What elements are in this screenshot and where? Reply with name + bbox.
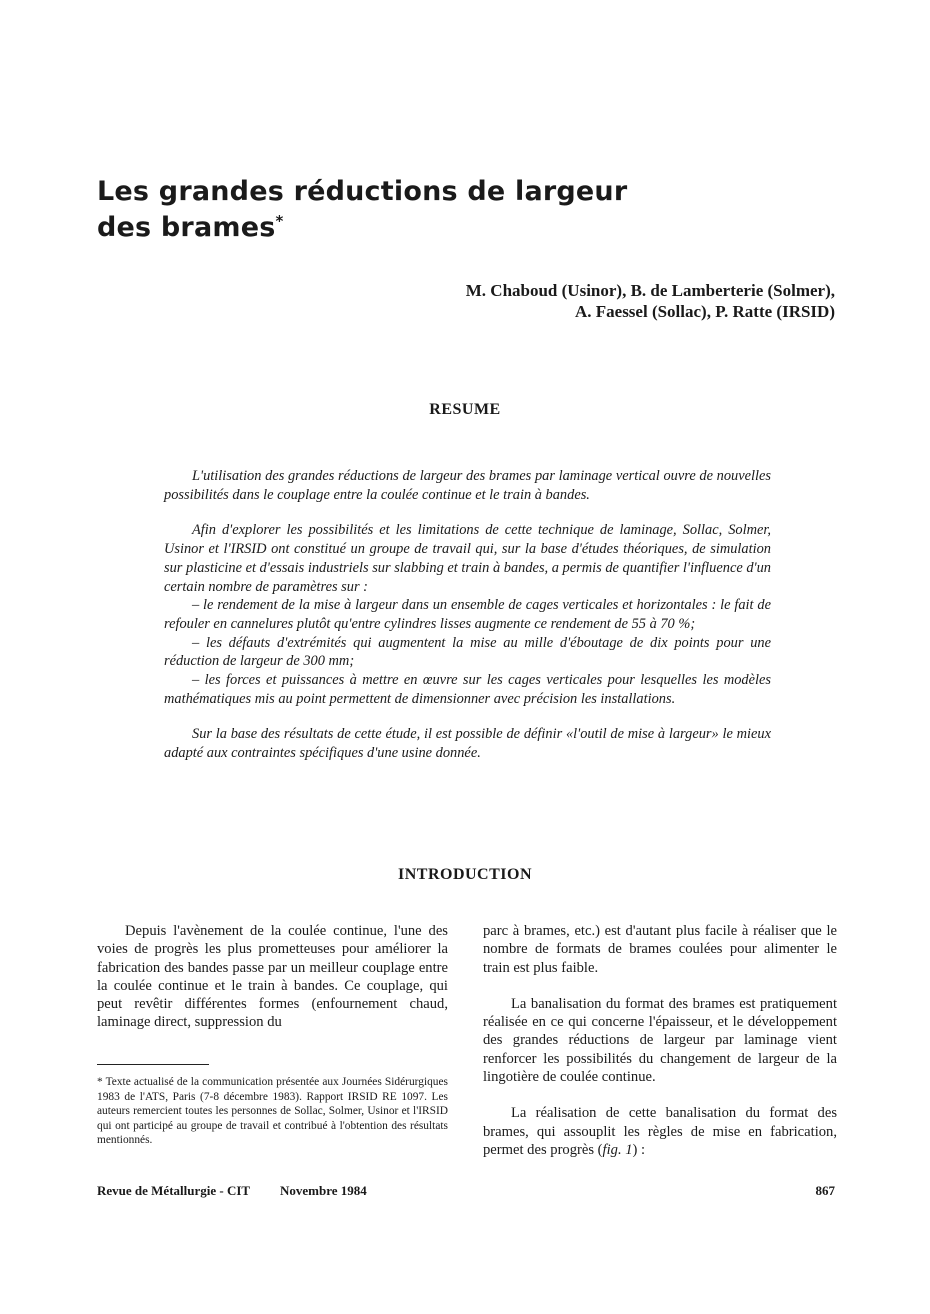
abstract: [164, 467, 771, 780]
abstract-paragraph-2-block: [164, 521, 771, 708]
abstract-paragraph-1: L'utilisation des grandes réductions de largeur des brames par laminage vertical ouvre de nouvelles possibilités dans le couplage entre la coulée continue et le train à bandes.: [164, 468, 771, 503]
footnote-divider: [97, 1064, 209, 1065]
figure-reference: fig. 1: [602, 1141, 633, 1158]
body-paragraph: [483, 1104, 837, 1159]
author-list: [466, 280, 835, 322]
title-line-1: Les grandes réductions de largeur: [97, 176, 628, 207]
resume-heading: RESUME: [429, 401, 501, 418]
body-column-right: [483, 922, 837, 1177]
body-text: La réalisation de cette banalisation du format des brames, qui assouplit les règles de mise en fabrication, permet des progrès (: [483, 1105, 837, 1158]
title-footnote-marker: *: [275, 212, 284, 230]
abstract-paragraph-2: Afin d'explorer les possibilités et les limitations de cette technique de laminage, Sollac, Solmer, Usinor et l'IRSID ont constitué un groupe de travail qui, sur la base d'études théoriques, de simulation sur plasticine et d'essais industriels sur slabbing et train à bandes, a permis de quantifier l'influence d'un certain nombre de paramètres sur :: [164, 522, 771, 595]
body-paragraph: parc à brames, etc.) est d'autant plus facile à réaliser que le nombre de formats de brames coulées pour alimenter le train est plus faible.: [483, 923, 837, 976]
introduction-heading: INTRODUCTION: [397, 866, 532, 883]
author-line-1: M. Chaboud (Usinor), B. de Lamberterie (Solmer),: [465, 281, 835, 300]
body-text: ) :: [632, 1141, 646, 1158]
footer-journal: Revue de Métallurgie - CIT: [97, 1183, 251, 1198]
abstract-paragraph-3: Sur la base des résultats de cette étude, il est possible de définir «l'outil de mise à largeur» le mieux adapté aux contraintes spécifiques d'une usine donnée.: [164, 726, 771, 762]
article-title: [97, 174, 657, 246]
abstract-list-item: – le rendement de la mise à largeur dans un ensemble de cages verticales et horizontales : le fait de refouler en cannelures plutôt qu'entre cylindres lisses augmente ce rendement de 55 à 70 %;: [164, 597, 771, 632]
page-number: 867: [815, 1183, 835, 1198]
footnote: * Texte actualisé de la communication présentée aux Journées Sidérurgiques 1983 de l'ATS, Paris (7-8 décembre 1983). Rapport IRSID RE 1097. Les auteurs remercient toutes les personnes de Sollac, Solmer, Usinor et l'IRSID qui ont participé au groupe de travail et contribué à l'obtention des résultats mentionnés.: [97, 1076, 448, 1147]
abstract-list: [164, 596, 771, 708]
abstract-list-item: – les défauts d'extrémités qui augmentent la mise au mille d'éboutage de dix points pour une réduction de largeur de 300 mm;: [164, 634, 771, 670]
author-line-2: A. Faessel (Sollac), P. Ratte (IRSID): [574, 302, 835, 321]
body-paragraph: La banalisation du format des brames est pratiquement réalisée en ce qui concerne l'épaisseur, et le développement des grandes réductions de largeur par laminage vient renforcer les possibilités du changement de largeur de la lingotière de coulée continue.: [483, 995, 837, 1086]
footer-date: Novembre 1984: [280, 1183, 367, 1198]
abstract-list-item: – les forces et puissances à mettre en œuvre sur les cages verticales pour lesquelles les modèles mathématiques mis au point permettent de dimensionner avec précision les installations.: [164, 672, 771, 707]
body-column-left: [97, 922, 448, 1050]
body-paragraph: Depuis l'avènement de la coulée continue, l'une des voies de progrès les plus prometteuses pour améliorer la fabrication des bandes passe par un meilleur couplage entre la coulée continue et le train à bandes. Ce couplage, qui peut revêtir différentes formes (enfournement chaud, laminage direct, suppression du: [97, 923, 448, 1031]
title-line-2: des brames: [97, 212, 276, 243]
